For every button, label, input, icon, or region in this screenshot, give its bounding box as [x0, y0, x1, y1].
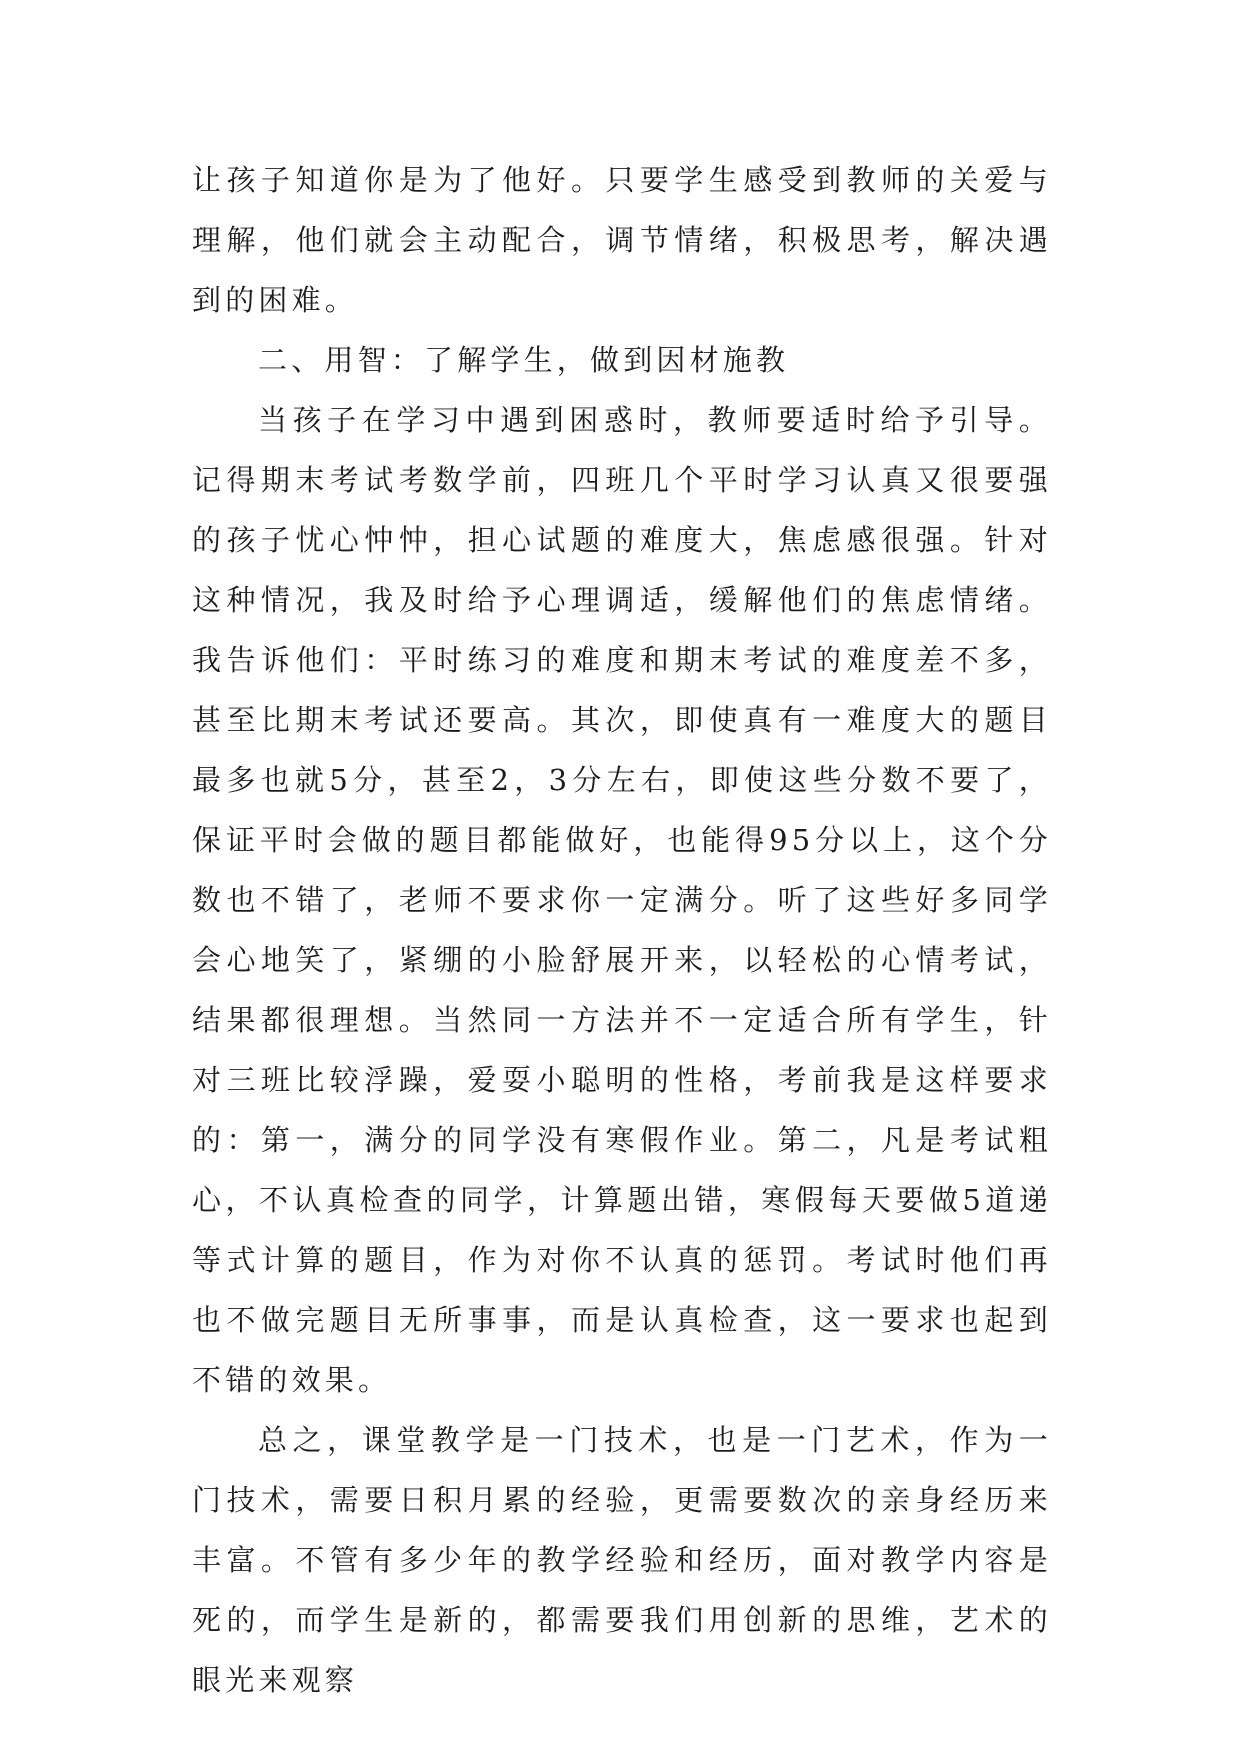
paragraph-continuation: 让孩子知道你是为了他好。只要学生感受到教师的关爱与理解，他们就会主动配合，调节情绪，积极思考，解决遇到的困难。 [192, 163, 1052, 317]
paragraph-body: 当孩子在学习中遇到困惑时，教师要适时给予引导。记得期末考试考数学前，四班几个平时学习认真又很要强的孩子忧心忡忡，担心试题的难度大，焦虑感很强。针对这种情况，我及时给予心理调适，缓解他们的焦虑情绪。我告诉他们：平时练习的难度和期末考试的难度差不多，甚至比期末考试还要高。其次，即使真有一难度大的题目最多也就5分，甚至2，3分左右，即使这些分数不要了，保证平时会做的题目都能做好，也能得95分以上，这个分数也不错了，老师不要求你一定满分。听了这些好多同学会心地笑了，紧绷的小脸舒展开来，以轻松的心情考试，结果都很理想。当然同一方法并不一定适合所有学生，针对三班比较浮躁，爱耍小聪明的性格，考前我是这样要求的：第一，满分的同学没有寒假作业。第二，凡是考试粗心，不认真检查的同学，计算题出错，寒假每天要做5道递等式计算的题目，作为对你不认真的惩罚。考试时他们再也不做完题目无所事事，而是认真检查，这一要求也起到不错的效果。 [192, 403, 1052, 1397]
section-heading: 二、用智：了解学生，做到因材施教 [258, 343, 790, 377]
document-page [192, 150, 1052, 1710]
paragraph-conclusion: 总之，课堂教学是一门技术，也是一门艺术，作为一门技术，需要日积月累的经验，更需要数次的亲身经历来丰富。不管有多少年的教学经验和经历，面对教学内容是死的，而学生是新的，都需要我们用创新的思维，艺术的眼光来观察 [192, 1423, 1052, 1697]
